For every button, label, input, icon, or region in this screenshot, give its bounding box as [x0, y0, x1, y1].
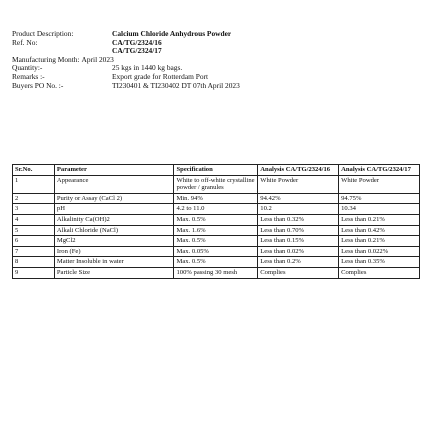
remarks-value: Export grade for Rotterdam Port: [112, 71, 209, 81]
row-specification: Max. 0.05%: [174, 246, 258, 257]
row-analysis-17: Less than 0.42%: [339, 225, 420, 236]
row-analysis-16: White Powder: [258, 175, 339, 193]
row-parameter: Matter Insoluble in water: [54, 257, 174, 268]
row-analysis-17: Less than 0.022%: [339, 246, 420, 257]
buyers-label: Buyers PO No. :-: [12, 80, 64, 90]
row-specification: Max. 0.5%: [174, 257, 258, 268]
product-label: Product Description:: [12, 29, 74, 38]
row-analysis-16: Less than 0.15%: [258, 236, 339, 247]
table-row: [13, 214, 420, 225]
row-analysis-17: Less than 0.21%: [339, 214, 420, 225]
document-header: [12, 30, 240, 90]
row-analysis-17: 10.34: [339, 204, 420, 215]
row-specification: Max. 1.6%: [174, 225, 258, 236]
row-number: 2: [13, 193, 55, 204]
row-parameter: Iron (Fe): [54, 246, 174, 257]
table-row: [13, 246, 420, 257]
quantity-value: 25 kgs in 1440 kg bags.: [112, 63, 183, 73]
row-analysis-16: Less than 0.70%: [258, 225, 339, 236]
mfg-value: April 2023: [81, 54, 114, 64]
row-specification: 4.2 to 11.0: [174, 204, 258, 215]
ref-value-1: CA/TG/2324/16: [112, 37, 162, 47]
row-specification: Max. 0.5%: [174, 236, 258, 247]
row-analysis-17: White Powder: [339, 175, 420, 193]
row-analysis-17: Complies: [339, 267, 420, 278]
mfg-label: Manufacturing Month:: [12, 54, 80, 64]
row-number: 5: [13, 225, 55, 236]
row-number: 1: [13, 175, 55, 193]
ref-value-2: CA/TG/2324/17: [112, 46, 162, 56]
quantity-label: Quantity:-: [12, 63, 43, 73]
table-header-row: [13, 165, 420, 176]
row-number: 7: [13, 246, 55, 257]
col-header-sr: Sr.No.: [13, 165, 55, 176]
row-parameter: Particle Size: [54, 267, 174, 278]
row-analysis-16: 94.42%: [258, 193, 339, 204]
row-analysis-17: Less than 0.35%: [339, 257, 420, 268]
table-row: [13, 175, 420, 193]
row-analysis-16: Less than 0.2%: [258, 257, 339, 268]
col-header-specification: Specification: [174, 165, 258, 176]
row-analysis-16: 10.2: [258, 204, 339, 215]
row-number: 8: [13, 257, 55, 268]
row-specification: Min. 94%: [174, 193, 258, 204]
table-body: [13, 175, 420, 278]
product-value: Calcium Chloride Anhydrous Powder: [112, 29, 232, 38]
table-row: [13, 267, 420, 278]
row-analysis-16: Less than 0.32%: [258, 214, 339, 225]
ref-label: Ref. No:: [12, 37, 38, 47]
analysis-table: [12, 164, 420, 279]
table-row: [13, 236, 420, 247]
row-analysis-16: Complies: [258, 267, 339, 278]
col-header-parameter: Parameter: [54, 165, 174, 176]
row-parameter: Alkali Chloride (NaCl): [54, 225, 174, 236]
row-parameter: pH: [54, 204, 174, 215]
row-analysis-17: Less than 0.21%: [339, 236, 420, 247]
row-number: 6: [13, 236, 55, 247]
row-number: 3: [13, 204, 55, 215]
buyers-row: [12, 82, 240, 91]
table-row: [13, 204, 420, 215]
col-header-analysis-17: Analysis CA/TG/2324/17: [339, 165, 420, 176]
table-row: [13, 193, 420, 204]
row-analysis-17: 94.75%: [339, 193, 420, 204]
table-row: [13, 225, 420, 236]
row-parameter: MgCl2: [54, 236, 174, 247]
row-specification: Max. 0.5%: [174, 214, 258, 225]
buyers-value: TI230401 & TI230402 DT 07th April 2023: [112, 80, 240, 90]
row-parameter: Alkalinity Ca(OH)2: [54, 214, 174, 225]
col-header-analysis-16: Analysis CA/TG/2324/16: [258, 165, 339, 176]
table-row: [13, 257, 420, 268]
row-analysis-16: Less than 0.02%: [258, 246, 339, 257]
row-number: 9: [13, 267, 55, 278]
row-parameter: Purity or Assay (CaCl 2): [54, 193, 174, 204]
row-number: 4: [13, 214, 55, 225]
row-specification: 100% passing 30 mesh: [174, 267, 258, 278]
row-specification: White to off-white crystalline powder / granules: [174, 175, 258, 193]
remarks-label: Remarks :-: [12, 71, 45, 81]
row-parameter: Appearance: [54, 175, 174, 193]
